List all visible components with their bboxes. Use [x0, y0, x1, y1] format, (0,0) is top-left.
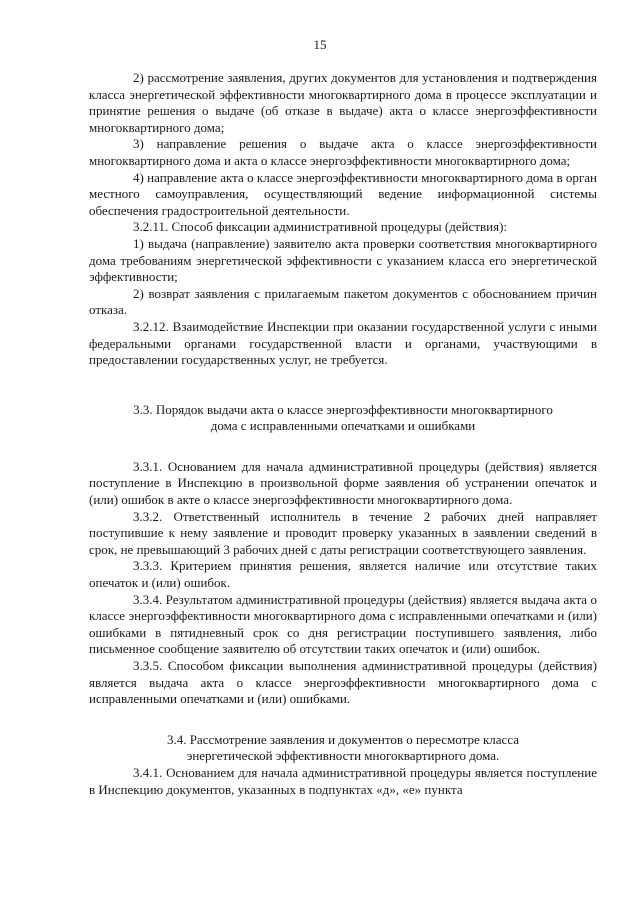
paragraph: 3.3.3. Критерием принятия решения, является наличие или отсутствие таких опечаток и (или) ошибок. [89, 558, 597, 591]
paragraph: 3.3.1. Основанием для начала административной процедуры (действия) является поступление в Инспекцию в произвольной форме заявления об устранении опечаток и (или) ошибок в акте о классе энергоэффективности многоквартирного дома. [89, 458, 597, 508]
document-body [89, 70, 597, 798]
paragraph: 3.3.4. Результатом административной процедуры (действия) является выдача акта о классе энергоэффективности многоквартирного дома с исправленными опечатками и (или) ошибками в пятидневный срок со дня регистрации поступившего заявления, либо письменное сообщение заявителю об отсутствии таких опечаток и (или) ошибок. [89, 591, 597, 657]
paragraph: 3) направление решения о выдаче акта о классе энергоэффективности многоквартирного дома и акта о классе энергоэффективности многоквартирного дома; [89, 136, 597, 168]
paragraph: 3.3.2. Ответственный исполнитель в течение 2 рабочих дней направляет поступившие к нему заявление и проводит проверку указанных в заявлении сведений в срок, не превышающий 3 рабочих дней с даты регистрации соответствующего заявления. [89, 508, 597, 557]
paragraph: 3.2.12. Взаимодействие Инспекции при оказании государственной услуги с иными федеральными органами государственной власти и органами, участвующими в предоставлении государственных услуг, не требуется. [89, 318, 597, 368]
paragraph: 1) выдача (направление) заявителю акта проверки соответствия многоквартирного дома требованиям энергетической эффективности с указанием класса его энергетической эффективности; [89, 235, 597, 285]
paragraph: 4) направление акта о классе энергоэффективности многоквартирного дома в орган местного самоуправления, осуществляющий ведение информационной системы обеспечения градостроительной деятельности. [89, 169, 597, 218]
paragraph: 2) возврат заявления с прилагаемым пакетом документов с обоснованием причин отказа. [89, 285, 597, 318]
paragraph: 3.4.1. Основанием для начала административной процедуры является поступление в Инспекцию документов, указанных в подпунктах «д», «е» пункта [89, 764, 597, 797]
section-heading: 3.3. Порядок выдачи акта о классе энергоэффективности многоквартирного дома с исправленными опечатками и ошибками [133, 401, 553, 434]
paragraph: 3.2.11. Способ фиксации административной процедуры (действия): [133, 219, 508, 235]
paragraph: 2) рассмотрение заявления, других документов для установления и подтверждения класса энергетической эффективности многоквартирного дома в процессе эксплуатации и принятие решения о выдаче (об отказе в выдаче) акта о классе энергоэффективности многоквартирного дома; [89, 70, 597, 135]
page-number: 15 [313, 37, 327, 52]
paragraph: 3.3.5. Способом фиксации выполнения административной процедуры (действия) является выдача акта о классе энергоэффективности многоквартирного дома с исправленными опечатками и (или) ошибками. [89, 658, 597, 707]
section-heading: 3.4. Рассмотрение заявления и документов о пересмотре класса энергетической эффективности многоквартирного дома. [166, 731, 520, 764]
